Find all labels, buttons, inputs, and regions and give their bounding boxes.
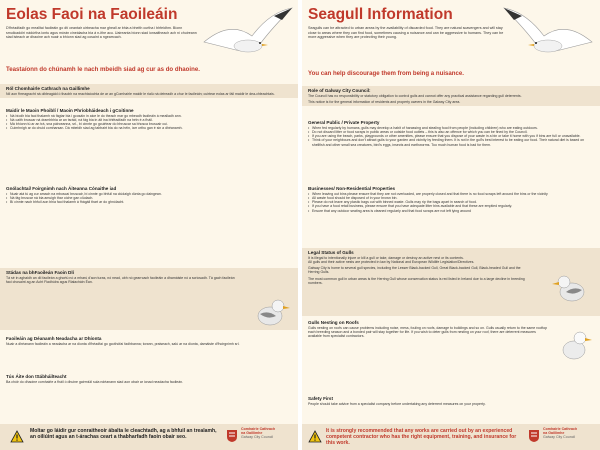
- roof-text: Nuair a dhéanann faoileáin a neadacha ar na díonta d'fhéadfaí go gcothófaí fadhbanna; torann, praiseach, salú ar na díonta, damáiste d'fhoirgnimh srl.: [6, 341, 240, 346]
- roof-section: [308, 320, 548, 338]
- role-heading: Role of Galway City Council:: [308, 88, 371, 93]
- list-item: • All waste food should be disposed of in your brown bin.: [308, 196, 594, 200]
- list-item: • Do not discard litter or food scraps in public areas or outside food outlets – this is also an offence for which you can be fined by the Council.: [308, 130, 594, 134]
- role-heading: Ról Chomhairle Cathrach na Gaillimhe: [6, 86, 90, 91]
- gull-photo: [554, 322, 596, 366]
- roof-heading: Faoileáin ag Déanamh Neadacha ar Dhíonta: [6, 336, 102, 341]
- footer-band: [302, 424, 600, 450]
- list-item: • Bí cinnte nach bhfuil aon bhia faoi thalamh á fhágáil thart ar do ghnólacht.: [6, 200, 292, 204]
- list-item: • Please do not leave any plastic bags out with binned waste. Gulls may rip the bags apart in search of food.: [308, 200, 594, 204]
- general-section: [308, 120, 594, 147]
- help-tip: You can help discourage them from being a nuisance.: [308, 70, 464, 77]
- warning-icon: [308, 430, 322, 443]
- legal-text: Tá sé in aghaidh an dlí faoileán a ghortú nó a mharú d'aon turas, nó nead, ubh nó gearrcach faoileáin a dhamáiste nó a scriosadh. Tá gach faoileán faoi chosaint ag an Acht Fiadhúlra agus Rialacháin Éan.: [6, 275, 235, 284]
- general-heading: Maidir le Maoin Phoiblí / Maoin Phríobháideach i gCoitinne: [6, 108, 134, 113]
- roof-section: [6, 336, 292, 346]
- list-item: • Cuimhnigh ar do chuid comharsan. Dá mbeidh siad ag tabhairt bia do na héin, iarr orthu gan é sin a dhéanamh.: [6, 126, 292, 130]
- list-item: • Ná bíodh bia faoi thalamh ná fágtar bia i gcosáin in aice le do theach mar go mbeadh faoileáin á mealladh ann.: [6, 114, 292, 118]
- gull-photo: [550, 266, 592, 310]
- council-logo: Comhairle Cathrach na Gaillimhe Galway City Council: [241, 427, 276, 440]
- list-item: • When leaving out bins please ensure that they are not overloaded, are properly closed and that there is no food scraps left around the bins or the vicinity: [308, 192, 594, 196]
- general-section: [6, 108, 292, 131]
- council-crest-icon: [528, 429, 540, 443]
- page-title: Eolas Faoi na Faoileáin: [6, 6, 178, 23]
- list-item: • Má bhíonn tú ar an trá, sna páirceanna, srl., bí cinnte go gcuirtear do bhruscar sa bhosca bruscair cuí.: [6, 122, 292, 126]
- safety-text: Ba chóir do dhaoine comhairle a fháil ó dhuine gairmiúil sula ndéanann siad aon obair ar ionad neadacha faoileán.: [6, 379, 184, 384]
- safety-heading: Tús Áite don tSábháilteacht: [6, 374, 67, 379]
- help-tip: Teastaíonn do chúnamh le nach mbeidh siad ag cur as do dhaoine.: [6, 66, 200, 73]
- gull-photo: [250, 290, 292, 334]
- footer-text: Moltar go láidir gur conraitheoir ábalta le cleachtadh, ag a bhfuil an trealamh, an oiliúint agus an t-árachas ceart a thabharfadh faoin obair seo.: [30, 428, 217, 441]
- role-text: The Council has no responsibility or statutory obligation to control gulls and cannot offer any practical assistance regarding gull deterrents.: [308, 93, 522, 98]
- footer-text: It is strongly recommended that any works are carried out by an experienced competent contractor who has the right equipment, training, and insurance for this work.: [326, 428, 517, 447]
- legal-heading: Stádas na bhFaoileán Faoin Dlí: [6, 270, 74, 275]
- safety-heading: Safety First: [308, 396, 334, 401]
- roof-heading: Gulls Nesting on Roofs: [308, 320, 359, 325]
- safety-section: [308, 396, 548, 406]
- footer-band: [0, 424, 298, 450]
- role-note: This notice is for the general information of residents and property owners in the Galway City area.: [308, 99, 461, 104]
- list-item: • Think of your neighbours and don't attract gulls to your garden and vicinity by feeding them. It is not in the gull's best interest to be eating our food. Their natural diet is based on shellfish and other small sea creatures, bird's eggs, insects and earthworms. Too much human food is bad for them.: [308, 138, 594, 147]
- legal-heading: Legal Status of Gulls: [308, 250, 354, 255]
- legal-text: All gulls and their active nests are protected in law by National and European Wildlife Legislation/Directives.: [308, 259, 475, 264]
- legal-text: The most common gull in urban areas is the Herring Gull whose conservation status is red listed in Ireland due to a large decline in breeding numbers.: [308, 276, 525, 286]
- list-item: • Ensure that any outdoor seating area is cleaned regularly and that food scraps are not left lying around: [308, 209, 594, 213]
- council-logo: Comhairle Cathrach na Gaillimhe Galway City Council: [543, 427, 578, 440]
- list-item: • If you are using the beach, parks, playgrounds or other amenities, please ensure that you dispose of your waste in a bin or take it home with you if bins are full or unavailable.: [308, 134, 594, 138]
- flying-gull-illustration: [200, 2, 294, 82]
- business-section: [6, 186, 292, 204]
- warning-icon: [10, 430, 24, 443]
- role-section: [302, 86, 600, 106]
- business-heading: Gnólachtaí/ Foirgnimh nach Áiteanna Cónaithe iad: [6, 186, 117, 191]
- list-item: • If you have a food retail business, please ensure that you have adequate litter bins available and that these are emptied regularly.: [308, 204, 594, 208]
- list-item: • Ná caith bruscar ná dramhbhia ar an tsráid, ná fág bia in áit ina bhféadfadh na héin é a fháil.: [6, 118, 292, 122]
- page-title: Seagull Information: [308, 6, 453, 23]
- legal-text: Galway City is home to several gull species, including the Lesser Black-backed Gull, Great Black-backed Gull, Black-headed Gull and the Herring Gulls.: [308, 266, 521, 275]
- roof-text: Gulls nesting on roofs can cause problems including noise, mess, fouling on roofs, damage to buildings and so on. Gulls usually return to the same rooftop each breeding season and a bonded pair will stay together for life. If you wish to deter gulls from nesting on your roof, there are deterrent measures available from specialist contractors.: [308, 325, 548, 339]
- council-crest-icon: [226, 429, 238, 443]
- safety-text: People should take advice from a specialist company before undertaking any deterrent measures on your property.: [308, 401, 486, 406]
- legal-text: It is illegal to intentionally injure or kill a gull or take, damage or destroy an active nest or its contents.: [308, 255, 464, 260]
- list-item: • When fed regularly by humans, gulls may develop a habit of harassing and stealing food from people (including children) who are eating outdoors.: [308, 126, 594, 130]
- role-text: Níl aon fhreagracht ná oibleagáid ó thaobh na reachtaíochta de ar an gComhairle maidir le rialú ná deireadh a chur le faoileáin; cuirtear eolas ar fáil maidir le dea-chleachtais.: [6, 91, 275, 96]
- business-section: [308, 186, 594, 213]
- intro-text: Seagulls can be attracted to urban areas by the availability of discarded food. They are natural scavengers and will stay close to areas where they can find food, sometimes causing a nuisance and can be aggressive to humans. They can be more aggressive when they are protecting their young.: [308, 26, 504, 39]
- intro-text: D'fhéadfadh go mealltaí faoileáin go dtí ceantair uirbeacha mar gheall ar bhia a bheith curtha i bhfeidhm. Bíonn smuilcadóirí nádúrtha iontu agus mórán cineálacha bia á n-ithe acu. Uaireanta bíonn siad ionsaitheach ach ní chuireann siad isteach ar dhaoine ach nuair a bhíonn siad ag cosaint a ngearrcach.: [6, 26, 197, 39]
- list-item: • Nuair atá tú ag cur amach na mboscaí bruscair, bí cinnte go bhfuil na clúdaigh dúnta go daingean.: [6, 192, 292, 196]
- safety-section: [6, 374, 292, 384]
- role-section: [0, 84, 298, 98]
- business-heading: Businesses/ Non-Residential Properties: [308, 186, 396, 191]
- irish-leaflet-page: [0, 0, 298, 450]
- list-item: • Ná fág bruscar ná bia amuigh thar oíche gan clúdach.: [6, 196, 292, 200]
- english-leaflet-page: [302, 0, 600, 450]
- general-heading: General Public / Private Property: [308, 120, 380, 125]
